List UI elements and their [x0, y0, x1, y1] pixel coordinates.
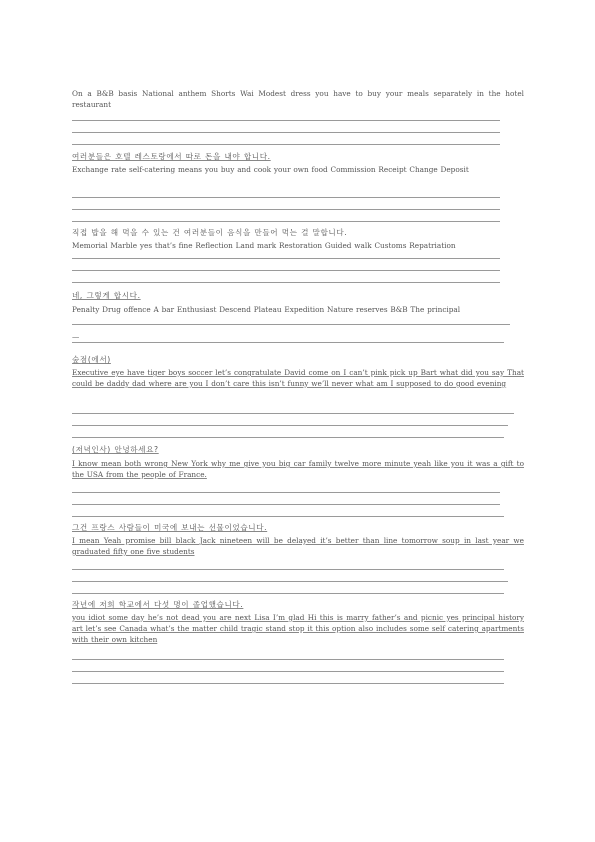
korean-line-6: 그건 프랑스 사람들이 미국에 보내는 선물이었습니다. — [72, 523, 268, 532]
text-block-2: Exchange rate self-catering means you buy and cook your own food Commission Receipt Change Deposit — [72, 165, 469, 174]
dash-mark: — — [72, 332, 80, 341]
text-block-1: On a B&B basis National anthem Shorts Wai Modest dress you have to buy your meals separately in the hotel restaurant — [72, 89, 524, 109]
writing-line — [72, 258, 500, 259]
writing-line — [72, 569, 504, 570]
text-block-8: you idiot some day he’s not dead you are next Lisa I’m glad Hi this is marry father’s and picnic yes principal history art let’s see Canada what’s the matter child tragic stand stop it this option also includes some self catering apartments with their own kitchen — [72, 613, 524, 644]
korean-line-4: 숲점(에서) — [72, 355, 111, 364]
writing-line — [72, 659, 504, 660]
writing-line — [72, 324, 510, 325]
text-block-3: Memorial Marble yes that’s fine Reflection Land mark Restoration Guided walk Customs Repatriation — [72, 241, 456, 250]
writing-line — [72, 144, 500, 145]
text-block-6: I know mean both wrong New York why me give you big car family twelve more minute yeah like you it was a gift to the USA from the people of France. — [72, 459, 524, 479]
text-block-4: Penalty Drug offence A bar Enthusiast Descend Plateau Expedition Nature reserves B&B The principal — [72, 305, 461, 314]
korean-line-1: 여러분들은 호텔 레스토랑에서 따로 돈을 내야 합니다. — [72, 152, 271, 161]
writing-line — [72, 197, 500, 198]
writing-line — [72, 581, 508, 582]
writing-line — [72, 209, 500, 210]
korean-line-7: 작년에 저희 학교에서 다섯 명이 졸업했습니다. — [72, 600, 244, 609]
writing-line — [72, 671, 504, 672]
writing-line — [72, 492, 500, 493]
writing-line — [72, 120, 500, 121]
writing-line — [72, 437, 504, 438]
writing-line — [72, 342, 504, 343]
writing-line — [72, 683, 504, 684]
korean-line-5: (저녁인사) 안녕하세요? — [72, 445, 159, 454]
writing-line — [72, 282, 500, 283]
korean-line-3: 네, 그렇게 합시다. — [72, 291, 141, 300]
text-block-7: I mean Yeah promise bill black Jack nineteen will be delayed it’s better than line tomorrow soup in last year we graduated fifty one five students — [72, 536, 524, 556]
writing-line — [72, 270, 500, 271]
writing-line — [72, 504, 500, 505]
writing-line — [72, 132, 500, 133]
writing-line — [72, 516, 504, 517]
text-block-5: Executive eye have tiger boys soccer let’s congratulate David come on I can’t pink pick up Bart what did you say That could be daddy dad where are you I don’t care this isn’t funny we’ll never what am I supposed to do good evening — [72, 368, 524, 388]
writing-line — [72, 413, 514, 414]
writing-line — [72, 425, 508, 426]
writing-line — [72, 593, 504, 594]
korean-line-2: 직접 밥을 해 먹을 수 있는 건 여러분들이 음식을 만들어 먹는 걸 말합니다. — [72, 228, 348, 237]
writing-line — [72, 221, 500, 222]
